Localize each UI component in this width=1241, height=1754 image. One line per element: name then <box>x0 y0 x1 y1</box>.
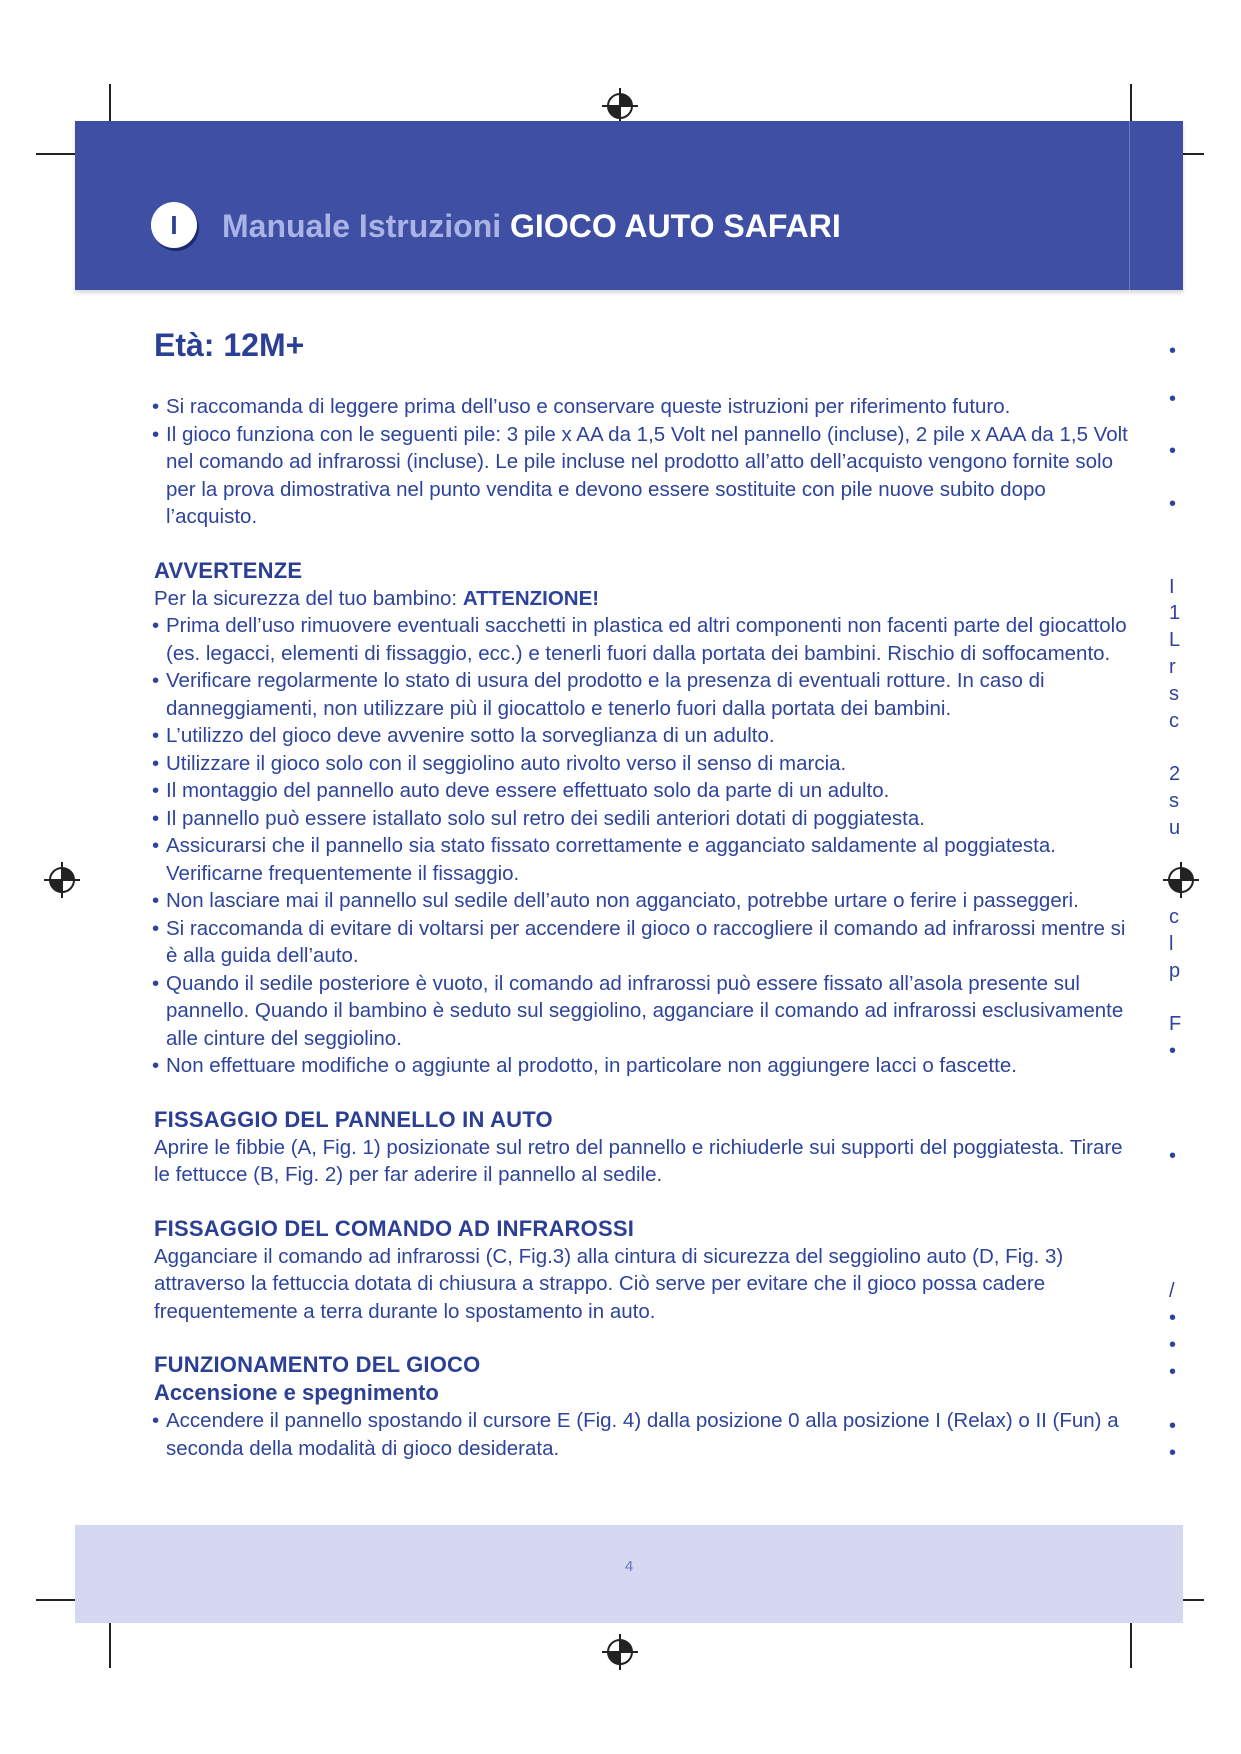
list-item: • Accendere il pannello spostando il cursore E (Fig. 4) dalla posizione 0 alla posizione I (Relax) o II (Fun) a seconda della modalità di gioco desiderata. <box>154 1407 1129 1462</box>
page-title <box>222 206 841 246</box>
edge-glyph: s <box>1169 683 1179 705</box>
list-item: • Utilizzare il gioco solo con il seggiolino auto rivolto verso il senso di marcia. <box>154 750 1129 778</box>
edge-glyph: • <box>1169 1442 1177 1464</box>
edge-glyph: L <box>1169 629 1181 651</box>
edge-glyph: c <box>1169 710 1179 732</box>
registration-mark-icon <box>44 862 80 898</box>
list-item: • Verificare regolarmente lo stato di usura del prodotto e la presenza di eventuali rotture. In caso di danneggiamenti, non utilizzare più il giocattolo e tenerlo fuori dalla portata dei bambini. <box>154 667 1129 722</box>
edge-glyph: p <box>1169 960 1181 982</box>
list-item: • L’utilizzo del gioco deve avvenire sotto la sorveglianza di un adulto. <box>154 722 1129 750</box>
edge-glyph: • <box>1169 1415 1177 1437</box>
warnings-heading: AVVERTENZE <box>154 557 303 583</box>
crop-mark-bottom-right-vertical <box>1130 1618 1132 1668</box>
edge-glyph: • <box>1169 1040 1177 1062</box>
edge-glyph: • <box>1169 1334 1177 1356</box>
manual-content <box>154 325 1129 1462</box>
edge-glyph: • <box>1169 388 1177 410</box>
list-item: • Assicurarsi che il pannello sia stato fissato correttamente e agganciato saldamente al poggiatesta. Verificarne frequentemente il fissaggio. <box>154 832 1129 887</box>
edge-glyph: c <box>1169 906 1179 928</box>
next-page-edge <box>1163 340 1185 1540</box>
edge-glyph: • <box>1169 1307 1177 1329</box>
edge-glyph: • <box>1169 1361 1177 1383</box>
list-item: • Quando il sedile posteriore è vuoto, il comando ad infrarossi può essere fissato all’asola presente sul pannello. Quando il bambino è seduto sul seggiolino, agganciare il comando ad infrarossi esclusivamente alle cinture del seggiolino. <box>154 970 1129 1053</box>
page-title-light: Manuale Istruzioni <box>222 208 502 244</box>
edge-glyph: / <box>1169 1280 1175 1302</box>
list-item: • Prima dell’uso rimuovere eventuali sacchetti in plastica ed altri componenti non facenti parte del giocattolo (es. legacci, elementi di fissaggio, ecc.) e tenerli fuori dalla portata dei bambini. Rischio di soffocamento. <box>154 612 1129 667</box>
registration-mark-icon <box>602 88 638 124</box>
page-title-bold: GIOCO AUTO SAFARI <box>510 208 841 244</box>
operation-subheading: Accensione e spegnimento <box>154 1380 439 1405</box>
edge-glyph: u <box>1169 817 1181 839</box>
intro-list <box>154 393 1129 531</box>
panel-mounting-text: Aprire le fibbie (A, Fig. 1) posizionate sul retro del pannello e richiuderle sui supporti del poggiatesta. Tirare le fettucce (B, Fig. 2) per far aderire il pannello al sedile. <box>154 1135 1123 1186</box>
edge-glyph: s <box>1169 790 1179 812</box>
remote-mounting-heading: FISSAGGIO DEL COMANDO AD INFRAROSSI <box>154 1215 635 1241</box>
edge-glyph: • <box>1169 493 1177 515</box>
page-number: 4 <box>624 1558 634 1575</box>
page-fold-line <box>1129 121 1130 290</box>
edge-glyph: I <box>1169 576 1175 598</box>
edge-glyph: 2 <box>1169 763 1181 785</box>
crop-mark-bottom-left-vertical <box>109 1618 111 1668</box>
operation-heading: FUNZIONAMENTO DEL GIOCO <box>154 1352 481 1377</box>
edge-glyph: • <box>1169 440 1177 462</box>
list-item: • Non lasciare mai il pannello sul sedile dell’auto non agganciato, potrebbe urtare o ferire i passeggeri. <box>154 887 1129 915</box>
list-item: • Il pannello può essere istallato solo sul retro dei sedili anteriori dotati di poggiatesta. <box>154 805 1129 833</box>
warnings-intro-strong: ATTENZIONE! <box>462 586 600 610</box>
language-badge: I <box>151 202 197 248</box>
remote-mounting-text: Agganciare il comando ad infrarossi (C, Fig.3) alla cintura di sicurezza del seggiolino auto (D, Fig. 3) attraverso la fettuccia dotata di chiusura a strappo. Ciò serve per evitare che il gioco possa cadere frequentemente a terra durante lo spostamento in auto. <box>154 1244 1064 1323</box>
age-heading: Età: 12M+ <box>154 327 305 363</box>
edge-glyph: • <box>1169 340 1177 362</box>
list-item: • Si raccomanda di leggere prima dell’uso e conservare queste istruzioni per riferimento futuro. <box>154 393 1129 421</box>
edge-glyph: r <box>1169 656 1176 678</box>
list-item: • Il montaggio del pannello auto deve essere effettuato solo da parte di un adulto. <box>154 777 1129 805</box>
edge-glyph: • <box>1169 1145 1177 1167</box>
warnings-intro <box>154 585 1129 613</box>
edge-glyph: F <box>1169 1013 1182 1035</box>
panel-mounting-heading: FISSAGGIO DEL PANNELLO IN AUTO <box>154 1106 553 1132</box>
registration-mark-icon <box>602 1634 638 1670</box>
operation-list <box>154 1407 1129 1462</box>
footer-band <box>75 1525 1183 1623</box>
edge-glyph: l <box>1169 933 1174 955</box>
list-item: • Il gioco funziona con le seguenti pile: 3 pile x AA da 1,5 Volt nel pannello (incluse), 2 pile x AAA da 1,5 Volt nel comando ad infrarossi (incluse). Le pile incluse nel prodotto all’atto dell’acquisto vengono fornite solo per la prova dimostrativa nel punto vendita e devono essere sostituite con pile nuove subito dopo l’acquisto. <box>154 421 1129 531</box>
edge-glyph: 1 <box>1169 602 1181 624</box>
warnings-list <box>154 612 1129 1080</box>
list-item: • Si raccomanda di evitare di voltarsi per accendere il gioco o raccogliere il comando ad infrarossi mentre si è alla guida dell’auto. <box>154 915 1129 970</box>
warnings-intro-text: Per la sicurezza del tuo bambino: <box>154 586 463 610</box>
list-item: • Non effettuare modifiche o aggiunte al prodotto, in particolare non aggiungere lacci o fascette. <box>154 1052 1129 1080</box>
